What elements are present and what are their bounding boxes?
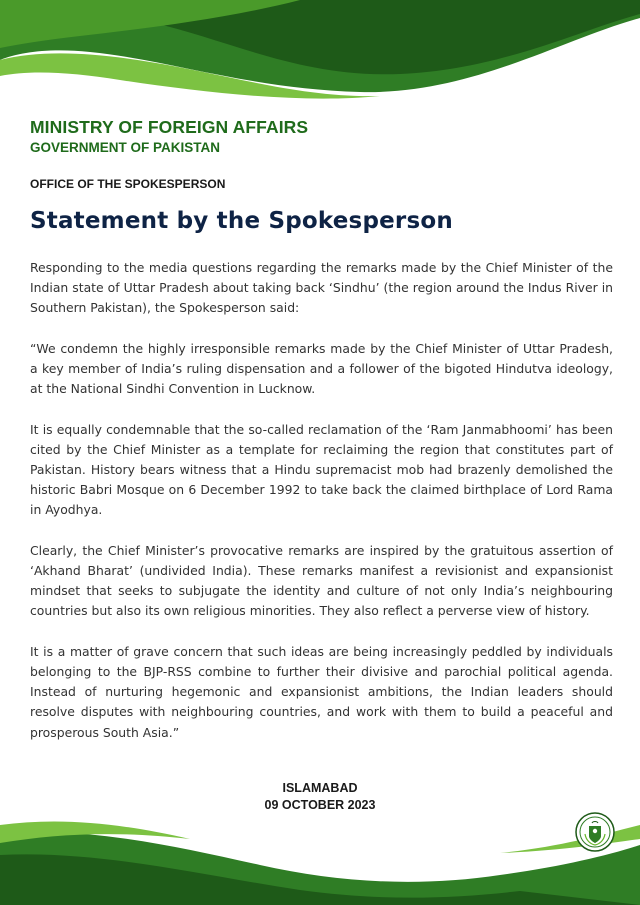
statement-title: Statement by the Spokesperson [30, 208, 453, 234]
office-heading: OFFICE OF THE SPOKESPERSON [30, 177, 226, 191]
paragraph: Responding to the media questions regarding the remarks made by the Chief Minister of the Indian state of Uttar Pradesh about taking back ‘Sindhu’ (the region around the Indus River in Southern Pakistan), the Spokesperson said: [30, 260, 613, 316]
state-emblem-icon [575, 812, 615, 852]
date: 09 OCTOBER 2023 [264, 798, 376, 812]
government-name: GOVERNMENT OF PAKISTAN [30, 140, 221, 155]
paragraph: Clearly, the Chief Minister’s provocative remarks are inspired by the gratuitous assertion of ‘Akhand Bharat’ (undivided India). These remarks manifest a revisionist and expansionist mindset that seeks to subjugate the identity and culture of not only India’s neighbouring countries but also its own religious minorities. They also reflect a perverse view of history. [30, 542, 613, 619]
top-wave-decoration [0, 0, 640, 110]
place: ISLAMABAD [282, 781, 358, 795]
statement-body [30, 258, 613, 763]
bottom-wave-decoration [0, 795, 640, 905]
paragraph: It is a matter of grave concern that such ideas are being increasingly peddled by individuals belonging to the BJP-RSS combine to further their divisive and parochial political agenda. Instead of nurturing hegemonic and expansionist ambitions, the Indian leaders should resolve disputes with neighbouring countries, and work with them to build a peaceful and prosperous South Asia.” [30, 643, 613, 740]
paragraph: It is equally condemnable that the so-called reclamation of the ‘Ram Janmabhoomi’ has been cited by the Chief Minister as a template for reclaiming the region that constitutes part of Pakistan. History bears witness that a Hindu supremacist mob had brazenly demolished the historic Babri Mosque on 6 December 1992 to take back the claimed birthplace of Lord Rama in Ayodhya. [30, 421, 613, 518]
paragraph: “We condemn the highly irresponsible remarks made by the Chief Minister of Uttar Pradesh, a key member of India’s ruling dispensation and a follower of the bigoted Hindutva ideology, at the National Sindhi Convention in Lucknow. [30, 340, 613, 397]
ministry-name: MINISTRY OF FOREIGN AFFAIRS [30, 117, 309, 137]
letterhead [30, 117, 308, 156]
